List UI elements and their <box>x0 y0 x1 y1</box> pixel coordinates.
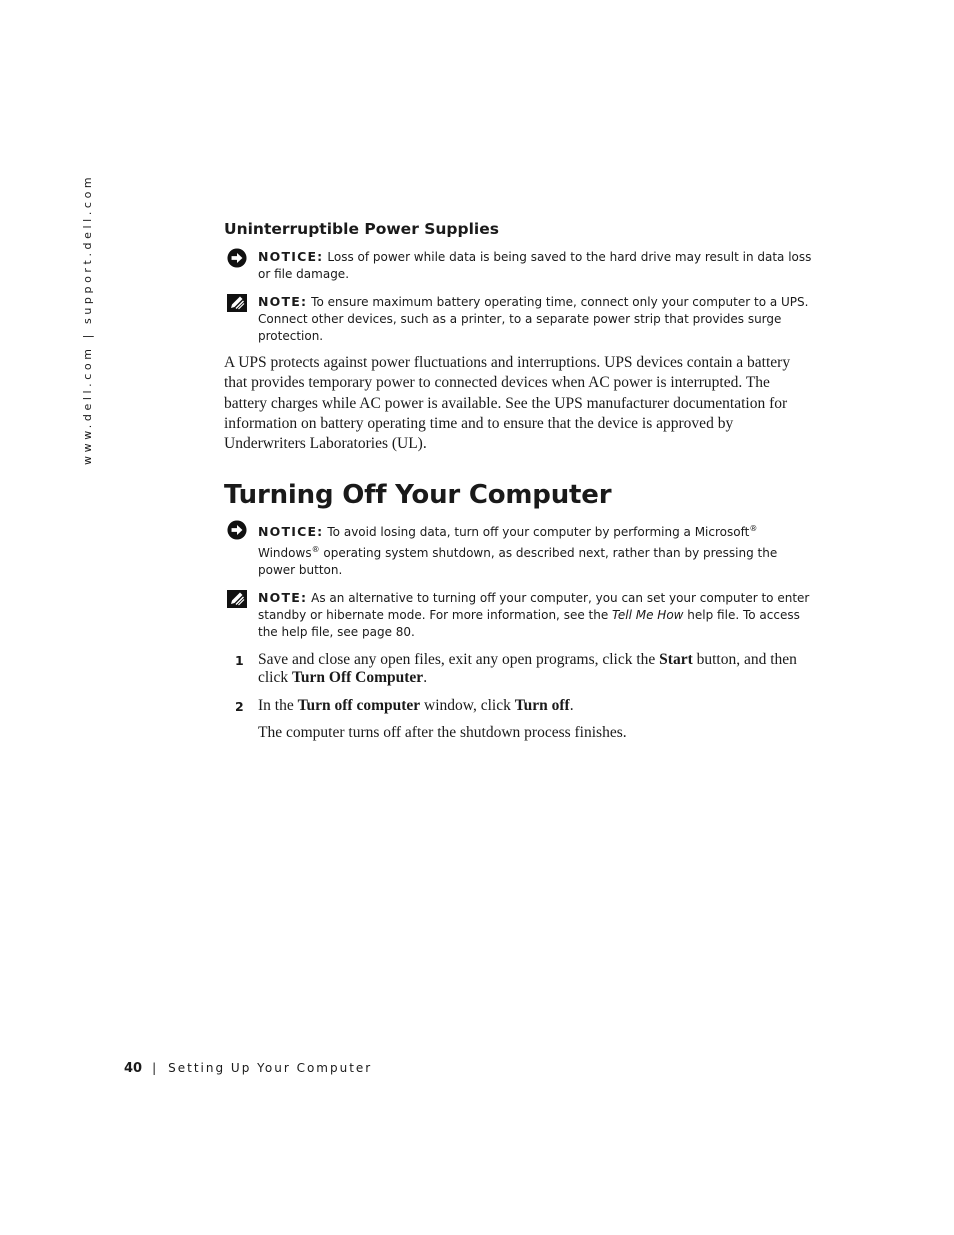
start-button-ref: Start <box>659 651 693 669</box>
chapter-title: Setting Up Your Computer <box>168 1061 373 1075</box>
note-callout <box>224 293 816 345</box>
notice-arrow-icon <box>226 520 248 540</box>
step-2 <box>224 697 816 715</box>
page-footer <box>124 1061 372 1076</box>
notice-callout-2 <box>224 520 816 579</box>
note-pencil-icon <box>226 293 248 313</box>
page-title: Turning Off Your Computer <box>224 480 612 511</box>
step-text: . <box>423 669 428 687</box>
section-heading: Uninterruptible Power Supplies <box>224 220 499 238</box>
note-pencil-icon <box>226 589 248 609</box>
notice-arrow-icon <box>226 248 248 268</box>
page-number: 40 <box>124 1061 143 1076</box>
turn-off-computer-ref: Turn Off Computer <box>292 669 424 687</box>
note-text-a: As an alternative to turning off your computer, you can set your computer to enter standby or hibernate mode. For more information, see the <box>258 591 810 623</box>
notice-label: NOTICE: <box>258 524 324 540</box>
step-text: Save and close any open files, exit any open programs, click the <box>258 651 660 669</box>
note-text: To ensure maximum battery operating time, connect only your computer to a UPS. Connect other devices, such as a printer, to a separate power strip that provides surge protection. <box>258 295 809 343</box>
footer-separator: | <box>152 1061 157 1075</box>
step-1 <box>224 651 816 687</box>
ups-paragraph: A UPS protects against power fluctuations and interruptions. UPS devices contain a battery that provides temporary power to connected devices when AC power is interrupted. The battery charges while AC power is available. See the UPS manufacturer documentation for information on battery operating time and to ensure that the device is approved by Underwriters Laboratories (UL). <box>224 354 791 453</box>
note-label: NOTE: <box>258 294 308 309</box>
step-number: 2 <box>235 699 244 715</box>
notice-text-c: operating system shutdown, as described next, rather than by pressing the power button. <box>258 546 778 578</box>
notice-text: Loss of power while data is being saved to the hard drive may result in data loss or file damage. <box>258 250 812 281</box>
step-text: In the <box>258 697 298 715</box>
page-content <box>224 218 816 743</box>
side-url: www.dell.com | support.dell.com <box>81 173 94 465</box>
result-text: The computer turns off after the shutdown process finishes. <box>258 724 627 742</box>
notice-text-a: To avoid losing data, turn off your computer by performing a Microsoft <box>327 525 750 540</box>
step-number: 1 <box>235 653 244 669</box>
step-text: . <box>569 697 574 715</box>
turn-off-ref: Turn off <box>514 697 570 715</box>
note-text-b: help file. To access the help file, see page 80. <box>258 608 800 640</box>
step-text: window, click <box>420 697 515 715</box>
step-text: button, and then click <box>258 651 797 687</box>
notice-callout <box>224 248 816 283</box>
tell-me-how-ref: Tell Me How <box>612 608 684 623</box>
note-callout-2 <box>224 589 816 641</box>
note-label: NOTE: <box>258 590 308 606</box>
notice-text-b: Windows <box>258 546 312 561</box>
registered-mark-2: ® <box>311 545 320 555</box>
turn-off-computer-window-ref: Turn off computer <box>297 697 421 715</box>
notice-label: NOTICE: <box>258 249 324 264</box>
registered-mark: ® <box>749 524 758 534</box>
